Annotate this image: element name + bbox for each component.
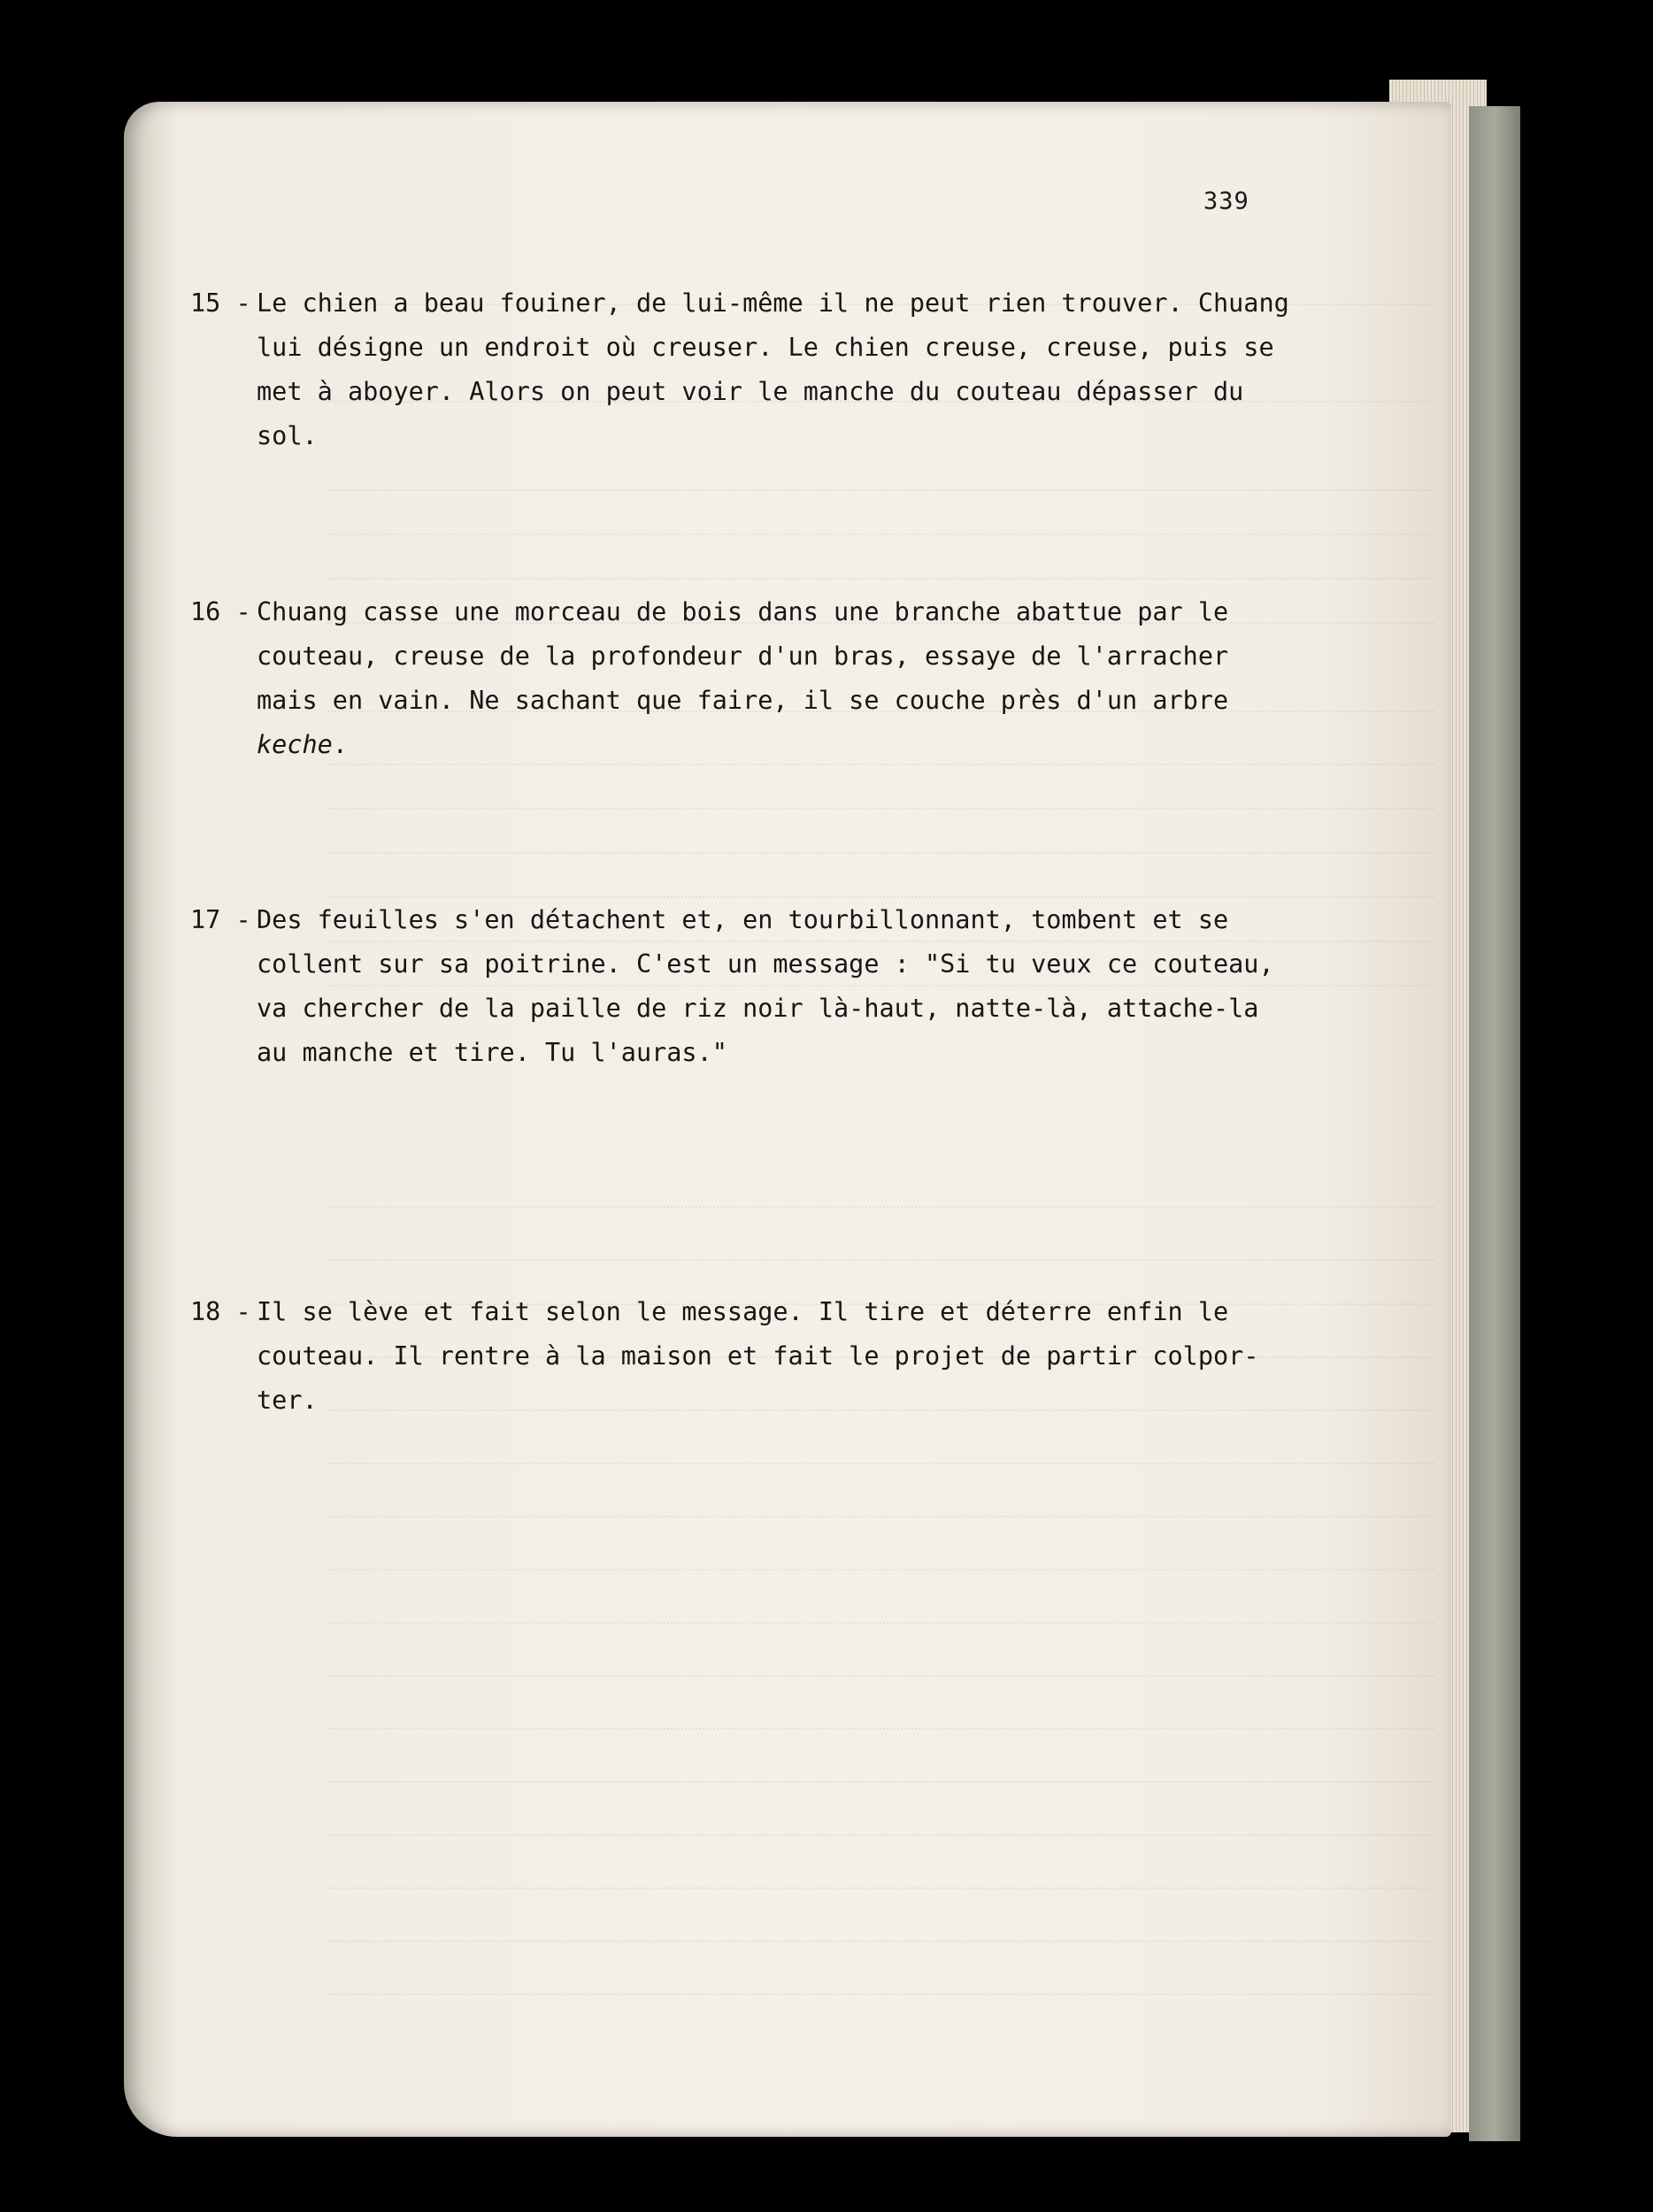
text-line: sol.: [257, 421, 318, 450]
paragraph-text: [257, 590, 1292, 767]
text-line: ter.: [257, 1386, 318, 1415]
paragraph-number: 15 -: [190, 288, 251, 318]
paragraph-number: 16 -: [190, 597, 251, 626]
italic-term: keche: [257, 730, 333, 759]
text-line: mais en vain. Ne sachant que faire, il se couche près d'un arbre: [257, 686, 1229, 715]
text-line: couteau, creuse de la profondeur d'un bras, essaye de l'arracher: [257, 641, 1229, 671]
text-line: collent sur sa poitrine. C'est un message : "Si tu veux ce couteau,: [257, 949, 1274, 979]
text-line: couteau. Il rentre à la maison et fait le projet de partir colpor-: [257, 1341, 1259, 1371]
term-punctuation: .: [332, 730, 348, 759]
paragraph-text: [257, 281, 1292, 458]
text-line: au manche et tire. Tu l'auras.": [257, 1038, 727, 1067]
paragraph-number: 17 -: [190, 905, 251, 934]
book-cover-edge: [1469, 106, 1520, 2141]
text-line: Le chien a beau fouiner, de lui-même il ne peut rien trouver. Chuang: [257, 288, 1289, 318]
text-line: met à aboyer. Alors on peut voir le manche du couteau dépasser du: [257, 377, 1244, 406]
text-line: Il se lève et fait selon le message. Il tire et déterre enfin le: [257, 1297, 1229, 1326]
paragraph-text: [257, 1290, 1292, 1423]
paragraph-number: 18 -: [190, 1297, 251, 1326]
paragraph-text: [257, 898, 1292, 1075]
text-line: Des feuilles s'en détachent et, en tourbillonnant, tombent et se: [257, 905, 1229, 934]
text-line: va chercher de la paille de riz noir là-haut, natte-là, attache-la: [257, 994, 1259, 1023]
text-line: Chuang casse une morceau de bois dans une branche abattue par le: [257, 597, 1229, 626]
text-line: lui désigne un endroit où creuser. Le chien creuse, creuse, puis se: [257, 333, 1274, 362]
page-number: 339: [1203, 188, 1249, 215]
text-line-last: [257, 723, 1292, 767]
